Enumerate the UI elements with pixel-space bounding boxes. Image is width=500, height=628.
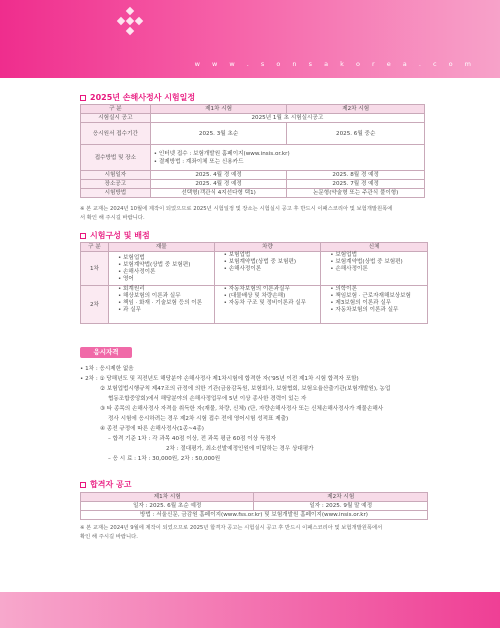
table-cell: 일자 : 2025. 6월 초순 예정: [81, 502, 254, 511]
table-header-row: [81, 493, 428, 502]
table-row: [81, 189, 425, 198]
list-item: • 보험업법: [118, 255, 211, 262]
table-cell: 2025. 3월 초순: [150, 123, 287, 145]
text-line: – 응 시 료 : 1차 : 30,000원, 2차 : 50,000원: [108, 456, 221, 462]
table-row: [81, 502, 428, 511]
note-line: 서 확인 해 주시길 바랍니다.: [80, 214, 145, 221]
list-item: • (대물배상 및 차량손해): [224, 293, 318, 300]
table-cell: 2025. 8월 경 예정: [287, 171, 425, 180]
list-item: • 과 실무: [118, 307, 211, 314]
section-title-results: 합격자 공고: [80, 479, 131, 490]
row-label: 접수방법 및 장소: [81, 145, 151, 171]
section-title-composition: 시험구성 및 배점: [80, 230, 150, 241]
table-cell: [150, 145, 424, 171]
note-line: ※ 본 교재는 2024년 10월에 제작이 되었으므로 2025년 시험일정 및 장소는 시험실시 공고 후 반드시 이패스코리아 및 보험개발원폭에: [80, 206, 393, 212]
method-line: • 결제방법 : 계좌이체 또는 신용카드: [153, 158, 244, 165]
row-label: 장소공고: [81, 180, 151, 189]
list-item: • 손해사정이론: [118, 269, 211, 276]
table-cell: [214, 252, 321, 286]
row-label: 시험일자: [81, 171, 151, 180]
table-row: [81, 114, 425, 123]
results-note: [80, 524, 430, 541]
header-cell: 제2차 시험: [254, 493, 428, 502]
table-header-row: [81, 105, 425, 114]
row-label: 응시원서 접수기간: [81, 123, 151, 145]
text-line: ② 보험업법시행규칙 제47조의 규정에 의한 기관(금융감독원, 보험회사, 보험협회, 보험요율산출기관(보험개발원), 농업: [100, 386, 391, 392]
list-item: • 영어: [118, 276, 211, 283]
text-line: 협동조합중앙회)에서 해당분야의 손해사정업무에 5년 이상 종사한 경력이 있는 자: [108, 396, 307, 402]
list-item: • 보험계약법(상법 중 보험편): [330, 259, 424, 266]
list-item: • 자동차 구조 및 정비이론과 실무: [224, 300, 318, 307]
table-cell: 방법 : 서울신문, 금감원 홈페이지(www.fss.or.kr) 및 보험개발원 홈페이지(www.insis.or.kr): [81, 511, 428, 520]
table-row: [81, 286, 428, 324]
list-item: • 책임보험 · 근로자재해보상보험: [330, 293, 424, 300]
header-cell: 제2차 시험: [287, 105, 425, 114]
results-table: [80, 492, 428, 520]
table-cell: 2025. 6월 중순: [287, 123, 425, 145]
header-cell: 제1차 시험: [150, 105, 287, 114]
list-item: • 회계원리: [118, 286, 211, 293]
header-cell: 구 분: [81, 243, 109, 252]
header-cell: 재물: [108, 243, 214, 252]
square-bullet-icon: [80, 233, 86, 239]
table-cell: [108, 252, 214, 286]
list-item: • 제3보험의 이론과 실무: [330, 300, 424, 307]
table-header-row: [81, 243, 428, 252]
list-item: • 보험계약법(상법 중 보험편): [224, 259, 318, 266]
text-line: • 2차 : ① 당해년도 및 직전년도 해당분야 손해사정사 제1차시험에 합격한 자(‘95년 이전 제1차 시험 합격자 포함): [80, 376, 359, 382]
table-row: [81, 171, 425, 180]
list-item: • 손해사정이론: [224, 266, 318, 273]
schedule-table: [80, 104, 425, 198]
text-line: ④ 종전 규정에 따른 손해사정사(1종~4종): [100, 426, 204, 432]
text-line: ③ 타 종목의 손해사정사 자격을 취득한 자(재물, 차량, 신체) (단, 자량손해사정사 또는 신체손해사정사가 재물손해사: [100, 406, 384, 412]
list-item: • 해상보험의 이론과 실무: [118, 293, 211, 300]
table-row: [81, 252, 428, 286]
table-cell: 2025년 1월 초 시험실시공고: [150, 114, 424, 123]
table-row: [81, 180, 425, 189]
text-line: 2차 : 절대평가, 최소선발예정인원에 미달하는 경우 상대평가: [166, 446, 314, 452]
row-label: 1차: [81, 252, 109, 286]
list-item: • 자동차보험의 이론과실무: [224, 286, 318, 293]
square-bullet-icon: [80, 95, 86, 101]
table-cell: 2025. 7월 경 예정: [287, 180, 425, 189]
header-cell: 제1차 시험: [81, 493, 254, 502]
list-item: • 손해사정이론: [330, 266, 424, 273]
table-cell: [214, 286, 321, 324]
footer-banner: [0, 592, 500, 628]
header-cell: 구 분: [81, 105, 151, 114]
header-cell: 차량: [214, 243, 321, 252]
list-item: • 의학이론: [330, 286, 424, 293]
square-bullet-icon: [80, 482, 86, 488]
table-cell: 2025. 4월 경 예정: [150, 180, 287, 189]
schedule-note: [80, 205, 430, 222]
logo-icon: [110, 6, 150, 46]
table-cell: 일자 : 2025. 9월 말 예정: [254, 502, 428, 511]
row-label: 시험방법: [81, 189, 151, 198]
list-item: • 보험계약법(상법 중 보험편): [118, 262, 211, 269]
table-cell: 논문형(약술형 또는 주관식 풀이형): [287, 189, 425, 198]
site-url: w w w . s o n s a k o r e a . c o m: [194, 60, 476, 68]
text-line: • 1차 : 응시제한 없음: [80, 366, 134, 372]
composition-table: [80, 242, 428, 324]
eligibility-text: [80, 364, 430, 464]
table-cell: [108, 286, 214, 324]
table-cell: 2025. 4월 경 예정: [150, 171, 287, 180]
table-cell: [321, 252, 428, 286]
header-banner: [0, 0, 500, 78]
row-label: 시험실시 공고: [81, 114, 151, 123]
table-row: [81, 145, 425, 171]
table-cell: [321, 286, 428, 324]
note-line: ※ 본 교재는 2024년 9월에 제작이 되었으므로 2025년 합격자 공고는 시험실시 공고 후 반드시 이패스코리아 및 보험개발원폭에서: [80, 525, 383, 531]
text-line: 정사 시험에 응시하려는 경우 제2차 시험 접수 전에 영어시험 성적표 제출): [108, 416, 289, 422]
list-item: • 보험업법: [224, 252, 318, 259]
method-line: • 인터넷 접수 : 보험개발원 홈페이지(www.insis.or.kr): [153, 150, 290, 157]
section-title-schedule: 2025년 손해사정사 시험일정: [80, 92, 195, 103]
eligibility-badge: 응시자격: [80, 347, 132, 358]
row-label: 2차: [81, 286, 109, 324]
table-cell: 선택형(객관식 4지선다형 택1): [150, 189, 287, 198]
header-cell: 신체: [321, 243, 428, 252]
table-row: [81, 511, 428, 520]
list-item: • 보험업법: [330, 252, 424, 259]
text-line: – 합격 기준 1차 : 각 과목 40점 이상, 전 과목 평균 60점 이상 득점자: [108, 436, 277, 442]
note-line: 확인 해 주시길 바랍니다.: [80, 533, 138, 540]
table-row: [81, 123, 425, 145]
list-item: • 책임 · 화재 · 기술보험 등의 이론: [118, 300, 211, 307]
list-item: • 자동차보험의 이론과 실무: [330, 307, 424, 314]
